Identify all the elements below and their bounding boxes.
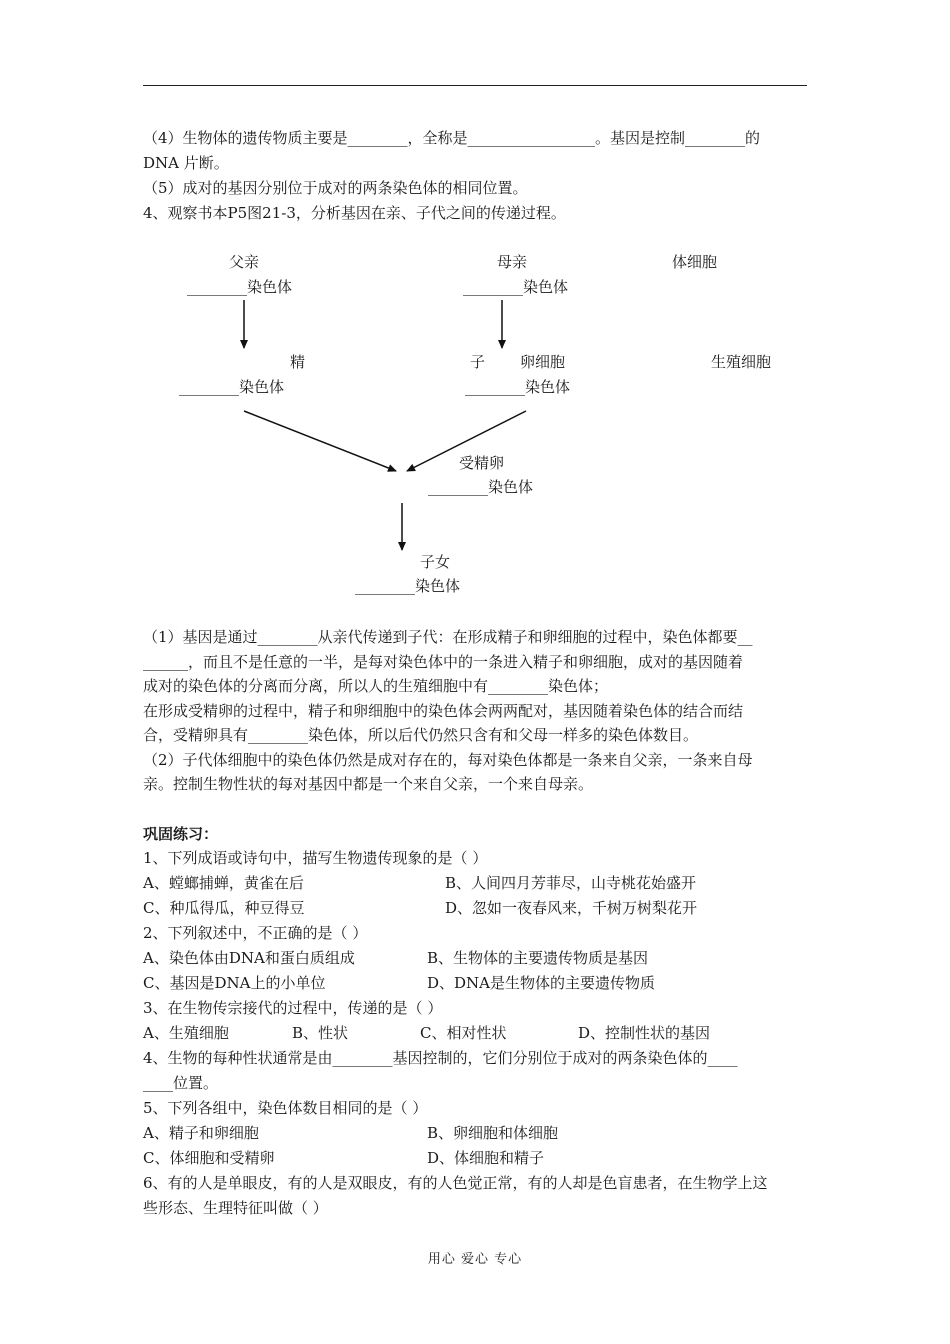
explanation-1-line2: ______，而且不是任意的一半，是每对染色体中的一条进入精子和卵细胞，成对的基因随着 (143, 653, 744, 671)
question-4-observe: 4、观察书本P5图21-3，分析基因在亲、子代之间的传递过程。 (143, 204, 566, 222)
exercise-1-option-b: B、人间四月芳菲尽，山寺桃花始盛开 (445, 874, 697, 892)
exercise-2-option-b: B、生物体的主要遗传物质是基因 (427, 949, 649, 967)
exercise-6-line2: 些形态、生理特征叫做（ ） (143, 1199, 328, 1217)
exercise-1-option-c: C、种瓜得瓜，种豆得豆 (143, 899, 305, 917)
label-sperm-part2: 子 (470, 353, 486, 371)
item-4-continued: DNA 片断。 (143, 154, 229, 172)
explanation-1-line4: 在形成受精卵的过程中，精子和卵细胞中的染色体会两两配对，基因随着染色体的结合而结 (143, 702, 744, 720)
page-footer: 用心 爱心 专心 (427, 1252, 523, 1267)
exercise-1-option-a: A、螳螂捕蝉，黄雀在后 (143, 874, 304, 892)
zygote-chromosome-blank: ________染色体 (428, 478, 534, 496)
exercise-1-option-d: D、忽如一夜春风来，千树万树梨花开 (445, 899, 698, 917)
explanation-1-line5: 合，受精卵具有________染色体，所以后代仍然只含有和父母一样多的染色体数目。 (143, 726, 699, 744)
inheritance-diagram-arrows (0, 0, 950, 620)
exercise-2-option-d: D、DNA是生物体的主要遗传物质 (427, 974, 656, 992)
father-chromosome-blank: ________染色体 (187, 278, 293, 296)
exercise-3-question: 3、在生物传宗接代的过程中，传递的是（ ） (143, 999, 443, 1017)
label-zygote: 受精卵 (459, 454, 505, 472)
exercise-5-option-a: A、精子和卵细胞 (143, 1124, 259, 1142)
exercise-5-option-d: D、体细胞和精子 (427, 1149, 545, 1167)
arrow-sperm-to-zygote (244, 411, 396, 471)
item-4-genetic-material: （4）生物体的遗传物质主要是________，全称是_________________。基因是控制________的 (143, 129, 761, 147)
exercise-4-line1: 4、生物的每种性状通常是由________基因控制的，它们分别位于成对的两条染色体的____ (143, 1049, 738, 1067)
explanation-2-line1: （2）子代体细胞中的染色体仍然是成对存在的，每对染色体都是一条来自父亲，一条来自母 (143, 751, 753, 769)
exercise-3-option-a: A、生殖细胞 (143, 1024, 229, 1042)
sperm-chromosome-blank: ________染色体 (179, 378, 285, 396)
exercise-3-option-b: B、性状 (292, 1024, 349, 1042)
label-child: 子女 (420, 553, 451, 571)
mother-chromosome-blank: ________染色体 (463, 278, 569, 296)
label-body-cell: 体细胞 (672, 253, 718, 271)
label-mother: 母亲 (497, 253, 528, 271)
child-chromosome-blank: ________染色体 (355, 577, 461, 595)
exercise-3-option-d: D、控制性状的基因 (578, 1024, 711, 1042)
label-germ-cell: 生殖细胞 (711, 353, 772, 371)
exercise-2-option-a: A、染色体由DNA和蛋白质组成 (143, 949, 355, 967)
egg-chromosome-blank: ________染色体 (465, 378, 571, 396)
label-egg: 卵细胞 (520, 353, 566, 371)
exercises-heading: 巩固练习： (143, 825, 219, 843)
label-sperm-part1: 精 (290, 353, 306, 371)
item-5-gene-pairs: （5）成对的基因分别位于成对的两条染色体的相同位置。 (143, 179, 528, 197)
explanation-1-line1: （1）基因是通过________从亲代传递到子代：在形成精子和卵细胞的过程中，染色体都要__ (143, 628, 753, 646)
explanation-2-line2: 亲。控制生物性状的每对基因中都是一个来自父亲，一个来自母亲。 (143, 775, 594, 793)
exercise-6-line1: 6、有的人是单眼皮，有的人是双眼皮，有的人色觉正常，有的人却是色盲患者，在生物学上这 (143, 1174, 768, 1192)
exercise-1-question: 1、下列成语或诗句中，描写生物遗传现象的是（ ） (143, 849, 488, 867)
exercise-3-option-c: C、相对性状 (420, 1024, 507, 1042)
exercise-5-option-c: C、体细胞和受精卵 (143, 1149, 275, 1167)
exercise-4-line2: ____位置。 (143, 1074, 219, 1092)
exercise-5-option-b: B、卵细胞和体细胞 (427, 1124, 559, 1142)
exercise-2-option-c: C、基因是DNA上的小单位 (143, 974, 326, 992)
exercise-2-question: 2、下列叙述中，不正确的是（ ） (143, 924, 368, 942)
label-father: 父亲 (229, 253, 260, 271)
explanation-1-line3: 成对的染色体的分离而分离，所以人的生殖细胞中有________染色体； (143, 677, 609, 695)
exercise-5-question: 5、下列各组中，染色体数目相同的是（ ） (143, 1099, 428, 1117)
